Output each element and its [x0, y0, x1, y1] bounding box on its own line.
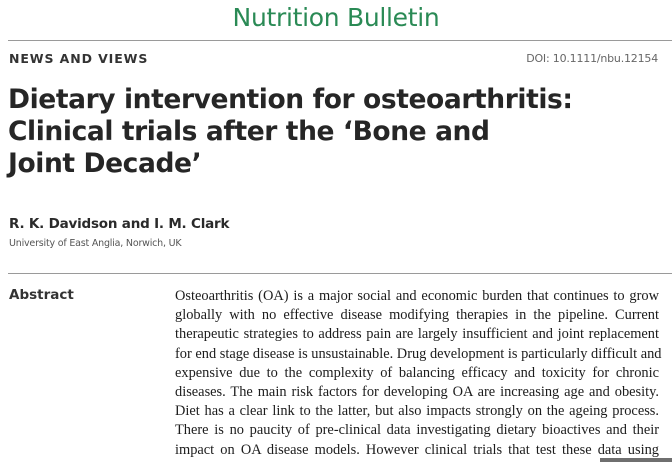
article-title-line: Dietary intervention for osteoarthritis: [8, 84, 573, 115]
scroll-indicator[interactable] [600, 458, 672, 462]
author-affiliation: University of East Anglia, Norwich, UK [9, 238, 182, 249]
abstract-line: diseases. The main risk factors for developing OA are increasing age and obesity. [175, 384, 659, 401]
article-title-line: Joint Decade’ [8, 148, 202, 179]
abstract-line: therapeutic strategies to address pain are largely insufficient and joint replacement [175, 326, 659, 343]
abstract-body [175, 287, 662, 460]
abstract-line: expensive due to the complexity of balancing efficacy and toxicity for chronic [175, 364, 659, 381]
abstract-heading: Abstract [9, 287, 74, 303]
header-divider [8, 40, 672, 41]
abstract-line: There is no paucity of pre-clinical data investigating dietary bioactives and their [175, 422, 659, 439]
abstract-line: impact on OA disease models. However clinical trials that test these data using [175, 441, 659, 458]
abstract-line: for end stage disease is unsustainable. Drug development is particularly difficult and [175, 345, 662, 362]
abstract-line: Diet has a clear link to the latter, but also impacts strongly on the ageing process. [175, 403, 659, 420]
abstract-line: globally with no effective disease modifying therapies in the pipeline. Current [175, 307, 659, 324]
article-title-line: Clinical trials after the ‘Bone and [8, 116, 490, 147]
journal-name-primary: Nutrition [232, 3, 340, 32]
author-list: R. K. Davidson and I. M. Clark [9, 216, 230, 232]
doi-link[interactable]: DOI: 10.1111/nbu.12154 [526, 52, 658, 65]
journal-header [0, 2, 672, 34]
abstract-divider [8, 273, 672, 274]
abstract-line: Osteoarthritis (OA) is a major social and economic burden that continues to grow [175, 288, 659, 304]
section-label: NEWS AND VIEWS [9, 51, 149, 66]
article-title [8, 84, 648, 180]
journal-name-secondary: Bulletin [346, 3, 440, 32]
